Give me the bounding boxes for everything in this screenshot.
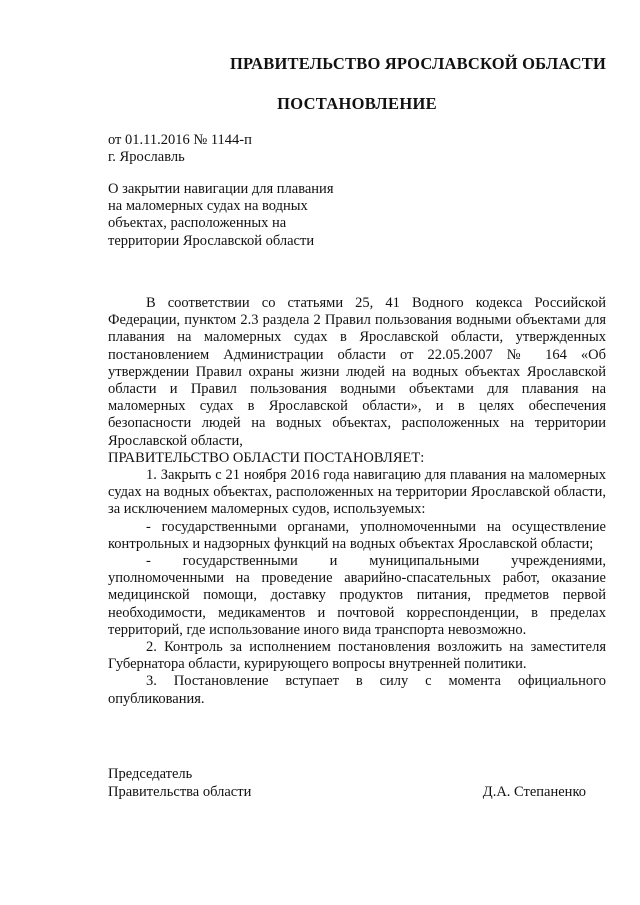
item-1: 1. Закрыть с 21 ноября 2016 года навигацию для плавания на маломерных судах на водных объектах, расположенных на территории Ярославской области, за исключением маломерных судов, используемых: [108,467,606,518]
item-2: 2. Контроль за исполнением постановления возложить на заместителя Губернатора области, курирующего вопросы внутренней политики. [108,639,606,673]
signature-block [108,766,586,801]
item-3: 3. Постановление вступает в силу с момента официального опубликования. [108,673,606,707]
document-body [108,295,606,708]
document-type-heading: ПОСТАНОВЛЕНИЕ [277,94,437,113]
signatory-position-line1: Председатель [108,766,193,782]
document-subject: О закрытии навигации для плавания на маломерных судах на водных объектах, расположенных на территории Ярославской области [108,181,334,249]
signature-row [108,784,586,802]
preamble-paragraph: В соответствии со статьями 25, 41 Водного кодекса Российской Федерации, пунктом 2.3 раздела 2 Правил пользования водными объектами для плавания на маломерных судах в Ярославской области, утвержденных постановлением Администрации области от 22.05.2007 № 164 «Об утверждении Правил охраны жизни людей на водных объектах Ярославской области и Правил пользования водными объектами для плавания на маломерных судах в Ярославской области», и в целях обеспечения безопасности людей на водных объектах, расположенных на территории Ярославской области, [108,295,606,449]
document-meta [108,132,252,166]
resolves-line: ПРАВИТЕЛЬСТВО ОБЛАСТИ ПОСТАНОВЛЯЕТ: [108,449,425,466]
item-1-subitem-b: - государственными и муниципальными учреждениями, уполномоченными на проведение аварийно-спасательных работ, оказание медицинской помощи, доставку продуктов питания, предметов первой необходимости, медикаментов и почтовой корреспонденции, в пределах территорий, где использование иного вида транспорта невозможно. [108,553,606,638]
signatory-position-line2: Правительства области [108,783,252,800]
item-1-subitem-a: - государственными органами, уполномоченными на осуществление контрольных и надзорных функций на водных объектах Ярославской области; [108,518,606,552]
issuing-authority-title: ПРАВИТЕЛЬСТВО ЯРОСЛАВСКОЙ ОБЛАСТИ [229,54,606,73]
city: г. Ярославль [108,149,185,165]
date-and-number: от 01.11.2016 № 1144-п [108,132,252,148]
signatory-name: Д.А. Степаненко [482,783,586,800]
